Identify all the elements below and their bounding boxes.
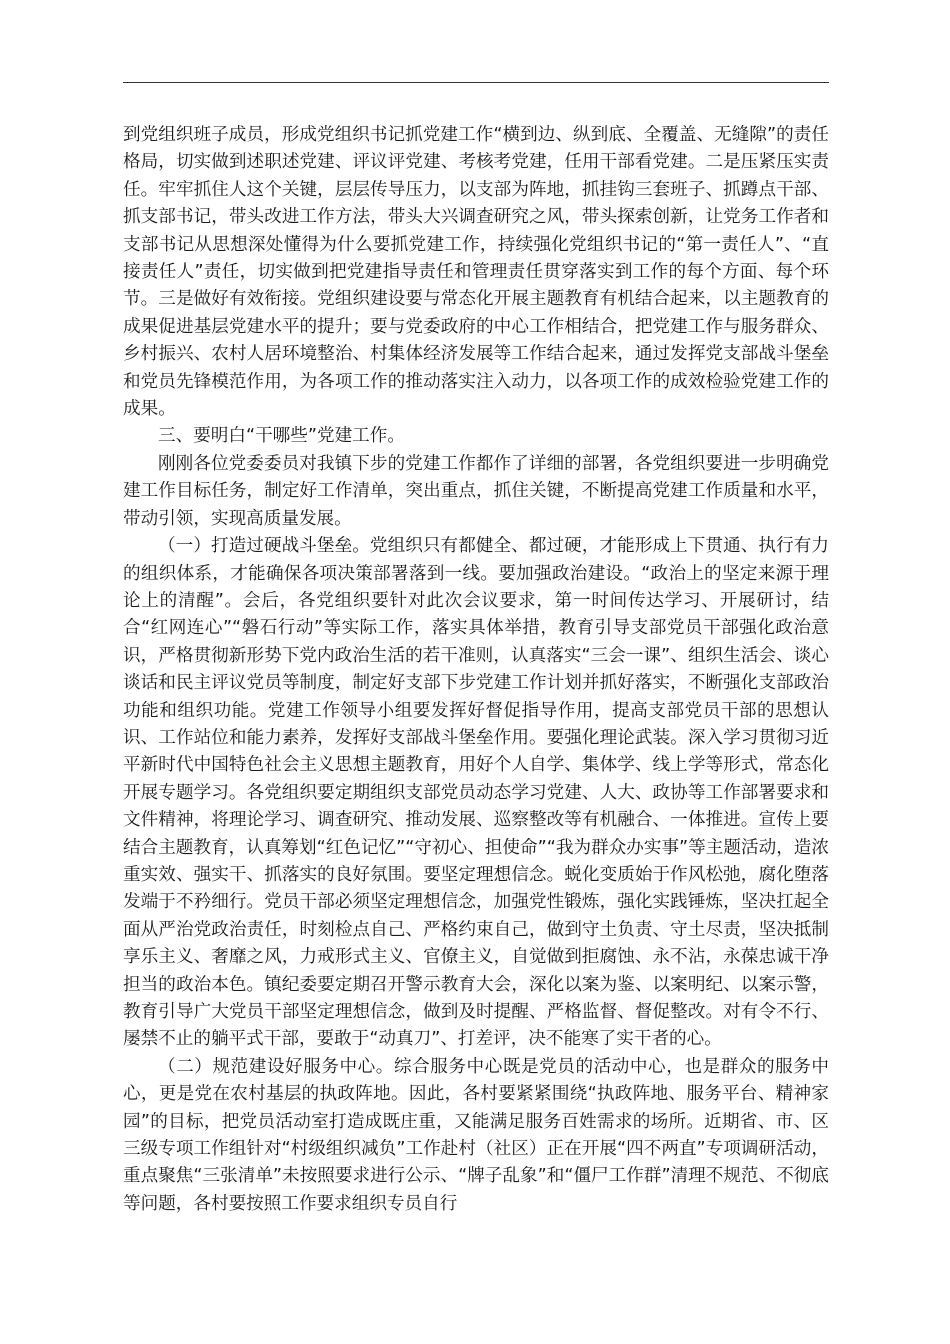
paragraph-fortress: （一）打造过硬战斗堡垒。党组织只有都健全、都过硬，才能形成上下贯通、执行有力的组织体系，才能确保各项决策部署落到一线。要加强政治建设。“政治上的坚定来源于理论上的清醒”。会后，各党组织要针对此次会议要求，第一时间传达学习、开展研讨，结合“红网连心”“磐石行动”等实际工作，落实具体举措，教育引导支部党员干部强化政治意识，严格贯彻新形势下党内政治生活的若干准则，认真落实“三会一课”、组织生活会、谈心谈话和民主评议党员等制度，制定好支部下步党建工作计划并抓好落实，不断强化支部政治功能和组织功能。党建工作领导小组要发挥好督促指导作用，提高支部党员干部的思想认识、工作站位和能力素养，发挥好支部战斗堡垒作用。要强化理论武装。深入学习贯彻习近平新时代中国特色社会主义思想主题教育，用好个人自学、集体学、线上学等形式，常态化开展专题学习。各党组织要定期组织支部党员动态学习党建、人大、政协等工作部署要求和文件精神，将理论学习、调查研究、推动发展、巡察整改等有机融合、一体推进。宣传上要结合主题教育，认真筹划“红色记忆”“守初心、担使命”“我为群众办实事”等主题活动，造浓重实效、强实干、抓落实的良好氛围。要坚定理想信念。蜕化变质始于作风松弛，腐化堕落发端于不矜细行。党员干部必须坚定理想信念，加强党性锻炼，强化实践锤炼，坚决扛起全面从严治党政治责任，时刻检点自己、严格约束自己，做到守土负责、守土尽责，坚决抵制享乐主义、奢靡之风，力戒形式主义、官僚主义，自觉做到拒腐蚀、永不沾，永葆忠诚干净担当的政治本色。镇纪委要定期召开警示教育大会，深化以案为鉴、以案明纪、以案示警，教育引导广大党员干部坚定理想信念，做到及时提醒、严格监督、督促整改。对有令不行、屡禁不止的躺平式干部，要敢于“动真刀”、打差评，决不能寒了实干者的心。 (123, 536, 829, 1050)
document-body (123, 122, 829, 1218)
paragraph-service-center: （二）规范建设好服务中心。综合服务中心既是党员的活动中心，也是群众的服务中心，更是党在农村基层的执政阵地。因此，各村要紧紧围绕“执政阵地、服务平台、精神家园”的目标，把党员活动室打造成既庄重，又能满足服务百姓需求的场所。近期省、市、区三级专项工作组针对“村级组织减负”工作赴村（社区）正在开展“四不两直”专项调研活动，重点聚焦“三张清单”未按照要求进行公示、“牌子乱象”和“僵尸工作群”清理不规范、不彻底等问题，各村要按照工作要求组织专员自行 (123, 1056, 829, 1214)
paragraph-intro: 刚刚各位党委委员对我镇下步的党建工作都作了详细的部署，各党组织要进一步明确党建工作目标任务，制定好工作清单，突出重点，抓住关键，不断提高党建工作质量和水平，带动引领，实现高质量发展。 (123, 453, 829, 529)
section-heading-three: 三、要明白“干哪些”党建工作。 (158, 426, 405, 447)
paragraph-responsibility: 到党组织班子成员，形成党组织书记抓党建工作“横到边、纵到底、全覆盖、无缝隙”的责任格局，切实做到述职述党建、评议评党建、考核考党建，任用干部看党建。二是压紧压实责任。牢牢抓住人这个关键，层层传导压力，以支部为阵地，抓挂钩三套班子、抓蹲点干部、抓支部书记，带头改进工作方法，带头大兴调查研究之风，带头探索创新，让党务工作者和支部书记从思想深处懂得为什么要抓党建工作，持续强化党组织书记的“第一责任人”、“直接责任人”责任，切实做到把党建指导责任和管理责任贯穿落实到工作的每个方面、每个环节。三是做好有效衔接。党组织建设要与常态化开展主题教育有机结合起来，以主题教育的成果促进基层党建水平的提升；要与党委政府的中心工作相结合，把党建工作与服务群众、乡村振兴、农村人居环境整治、村集体经济发展等工作结合起来，通过发挥党支部战斗堡垒和党员先锋模范作用，为各项工作的推动落实注入动力，以各项工作的成效检验党建工作的成果。 (123, 125, 829, 420)
header-rule (123, 82, 829, 83)
